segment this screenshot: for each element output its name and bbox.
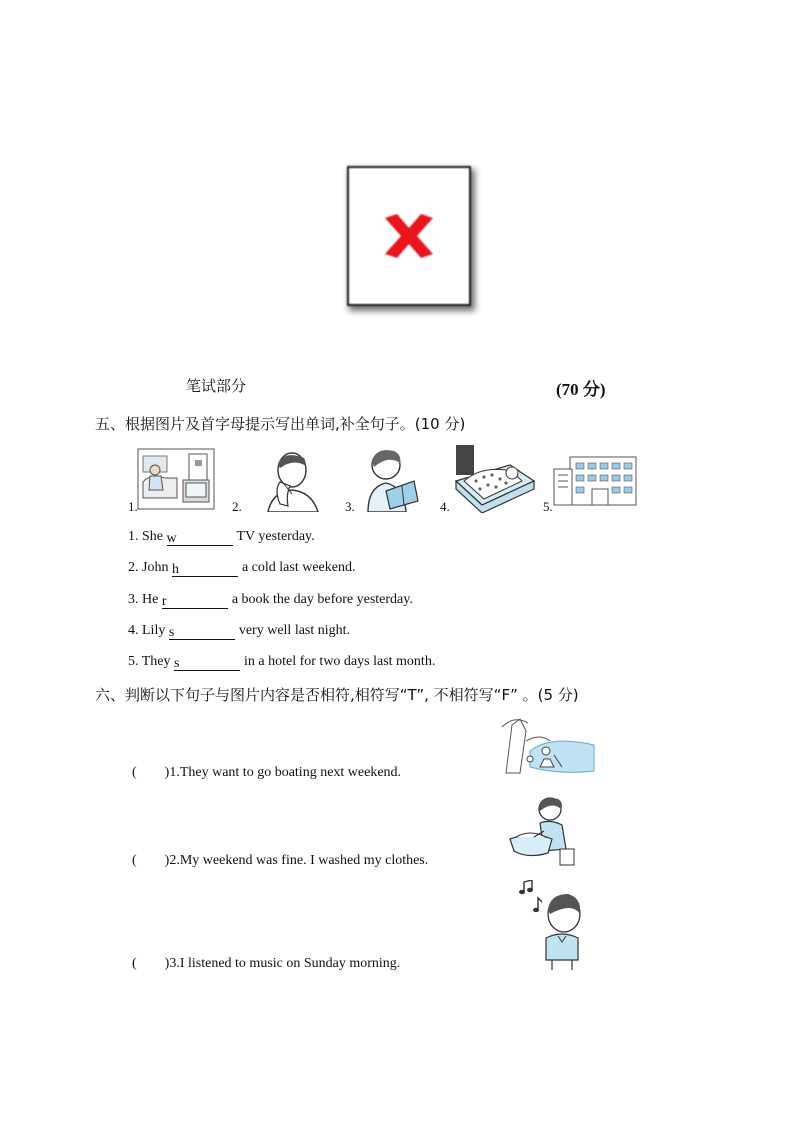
boating-picture-icon — [500, 715, 596, 775]
fill-blank-sentence: 1. She w TV yesterday. — [128, 529, 315, 546]
answer-blank[interactable]: s — [174, 656, 240, 671]
sleeping-in-bed-picture-icon — [452, 445, 536, 513]
answer-paren[interactable]: ( ) — [132, 956, 170, 971]
broken-image-placeholder — [349, 168, 469, 304]
section6-heading: 六、判断以下句子与图片内容是否相符,相符写“T”, 不相符写“F” 。(5 分) — [95, 686, 579, 704]
exam-part-title: 笔试部分 — [186, 377, 247, 395]
listening-to-music-picture-icon — [516, 880, 586, 970]
fill-blank-sentence: 2. John h a cold last weekend. — [128, 560, 356, 577]
watching-tv-picture-icon — [137, 448, 215, 510]
answer-blank[interactable]: h — [172, 562, 238, 577]
answer-blank[interactable]: w — [167, 531, 233, 546]
hotel-building-picture-icon — [552, 455, 638, 507]
true-false-item: ( )3.I listened to music on Sunday morning. — [132, 956, 401, 971]
answer-blank[interactable]: s — [169, 625, 235, 640]
broken-image-x-icon — [379, 206, 439, 266]
section5-heading: 五、根据图片及首字母提示写出单词,补全句子。(10 分) — [95, 415, 466, 433]
fill-blank-sentence: 4. Lily s very well last night. — [128, 623, 351, 640]
true-false-item: ( )2.My weekend was fine. I washed my clothes. — [132, 853, 429, 868]
fill-blank-sentence: 3. He r a book the day before yesterday. — [128, 592, 413, 609]
washing-clothes-picture-icon — [508, 795, 578, 867]
picture-label: 4. — [440, 499, 450, 514]
answer-blank[interactable]: r — [162, 594, 228, 609]
answer-paren[interactable]: ( ) — [132, 853, 170, 868]
answer-paren[interactable]: ( ) — [132, 765, 170, 780]
exam-part-score: (70 分) — [556, 380, 606, 399]
sick-person-picture-icon — [262, 450, 326, 512]
true-false-item: ( )1.They want to go boating next weekend. — [132, 765, 402, 780]
picture-label: 5. — [543, 499, 553, 514]
picture-label: 2. — [232, 499, 242, 514]
picture-label: 3. — [345, 499, 355, 514]
fill-blank-sentence: 5. They s in a hotel for two days last month. — [128, 654, 436, 671]
reading-book-picture-icon — [362, 447, 420, 512]
picture-label: 1. — [128, 499, 138, 514]
